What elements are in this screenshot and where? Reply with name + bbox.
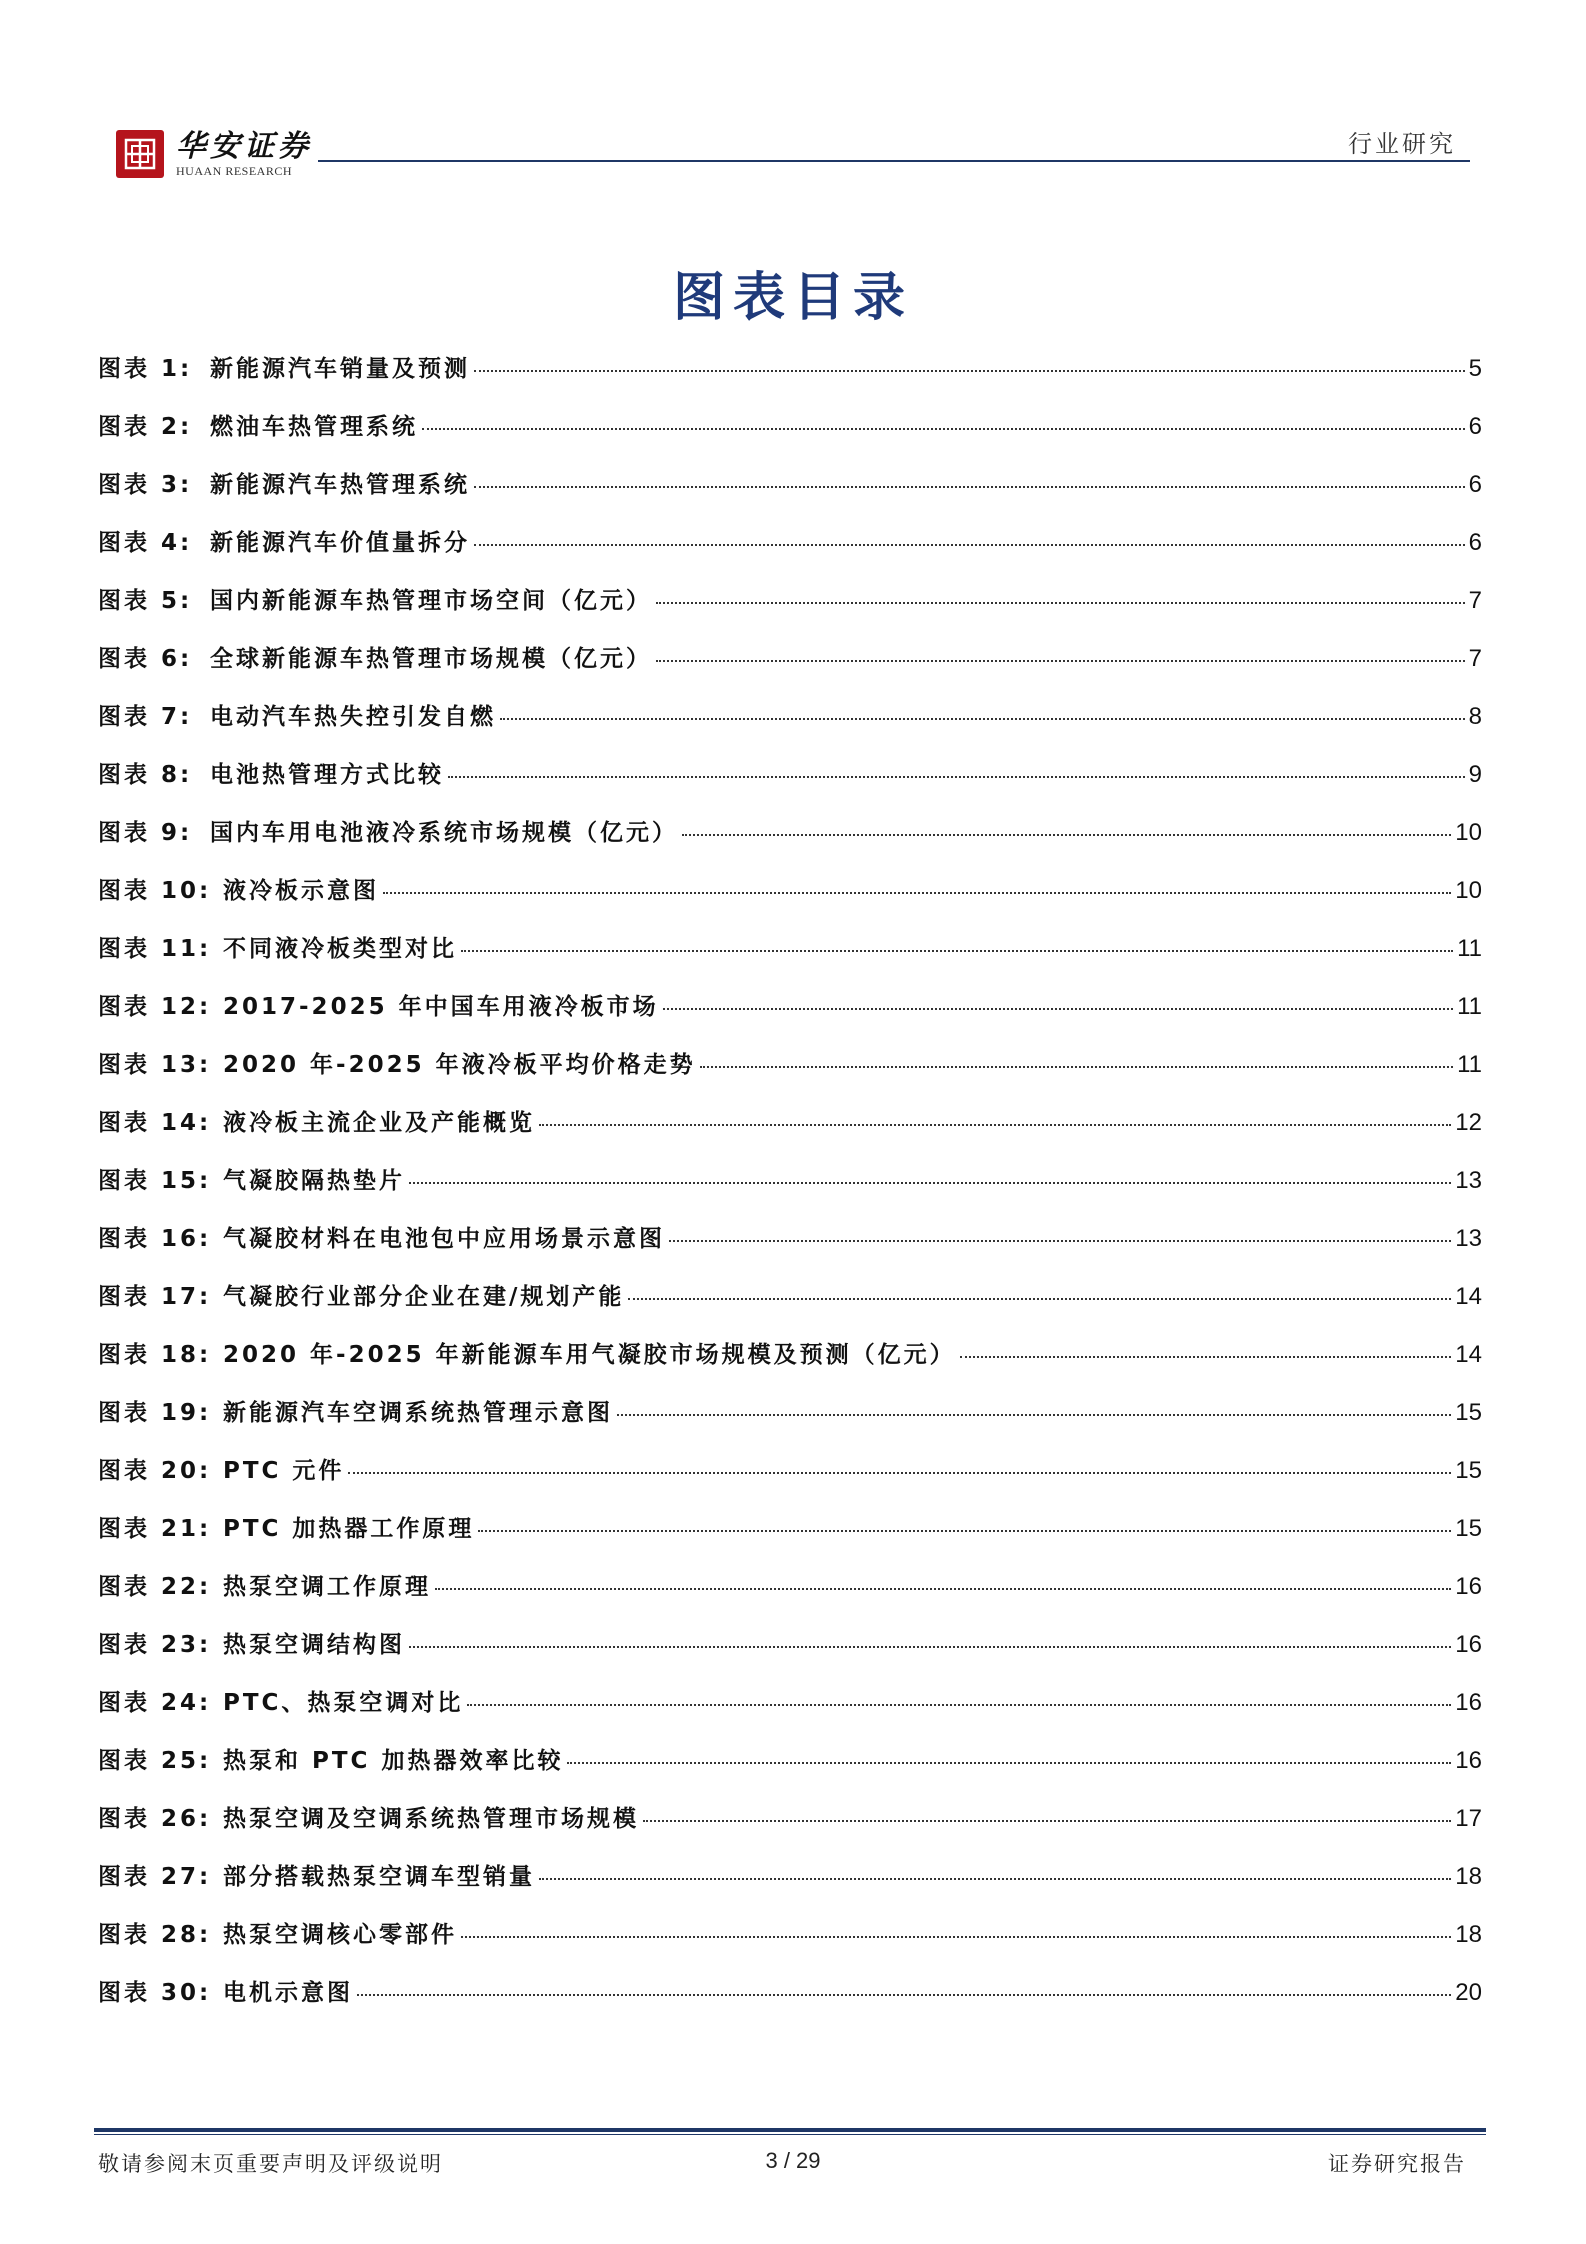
toc-entry-label: 图表 26: xyxy=(98,1806,212,1832)
toc-leader-dots xyxy=(478,1530,1451,1532)
toc-entry-label: 图表 28: xyxy=(98,1922,212,1948)
toc-entry-label: 图表 25: xyxy=(98,1748,212,1774)
toc-entry-label: 图表 14: xyxy=(98,1110,212,1136)
toc-entry-page: 13 xyxy=(1455,1167,1482,1194)
logo-name-cn: 华安证券 xyxy=(176,129,312,164)
toc-entry-title: PTC 加热器工作原理 xyxy=(223,1516,475,1542)
toc-entry[interactable] xyxy=(98,1800,1482,1858)
toc-entry-label: 图表 13: xyxy=(98,1052,212,1078)
toc-entry-title: 热泵空调结构图 xyxy=(223,1632,405,1658)
toc-entry[interactable] xyxy=(98,350,1482,408)
toc-entry-title: 国内新能源车热管理市场空间（亿元） xyxy=(210,588,652,614)
toc-entry-page: 16 xyxy=(1455,1689,1482,1716)
toc-entry-title: 热泵空调及空调系统热管理市场规模 xyxy=(223,1806,639,1832)
toc-entry-page: 15 xyxy=(1455,1457,1482,1484)
page-title: 图表目录 xyxy=(672,268,913,328)
toc-entry[interactable] xyxy=(98,756,1482,814)
logo-name-en: HUAAN RESEARCH xyxy=(176,164,293,178)
toc-entry-page: 11 xyxy=(1457,1051,1482,1078)
toc-entry-title: PTC 元件 xyxy=(223,1458,345,1484)
toc-leader-dots xyxy=(348,1472,1451,1474)
toc-leader-dots xyxy=(960,1356,1452,1358)
footer-disclaimer: 敬请参阅末页重要声明及评级说明 xyxy=(98,2152,443,2176)
toc-entry-page: 15 xyxy=(1455,1399,1482,1426)
toc-entry-title: 气凝胶材料在电池包中应用场景示意图 xyxy=(223,1226,665,1252)
toc-entry-label: 图表 8: xyxy=(98,762,193,788)
toc-entry[interactable] xyxy=(98,872,1482,930)
toc-entry-page: 13 xyxy=(1455,1225,1482,1252)
toc-entry-title: 热泵空调工作原理 xyxy=(223,1574,431,1600)
toc-entry-label: 图表 2: xyxy=(98,414,193,440)
toc-entry[interactable] xyxy=(98,582,1482,640)
toc-entry-label: 图表 15: xyxy=(98,1168,212,1194)
toc-entry-page: 17 xyxy=(1455,1805,1482,1832)
toc-entry[interactable] xyxy=(98,1974,1482,2032)
company-logo xyxy=(116,130,312,178)
logo-seal-icon xyxy=(116,130,164,178)
toc-leader-dots xyxy=(682,834,1451,836)
toc-entry-page: 16 xyxy=(1455,1747,1482,1774)
toc-entry-title: 电机示意图 xyxy=(223,1980,353,2006)
toc-entry[interactable] xyxy=(98,408,1482,466)
toc-entry-label: 图表 12: xyxy=(98,994,212,1020)
toc-entry-page: 6 xyxy=(1468,413,1482,440)
toc-entry-page: 18 xyxy=(1455,1863,1482,1890)
toc-entry-page: 7 xyxy=(1468,587,1482,614)
toc-entry-title: 燃油车热管理系统 xyxy=(210,414,418,440)
toc-entry-title: 新能源汽车销量及预测 xyxy=(210,356,470,382)
toc-entry-page: 16 xyxy=(1455,1631,1482,1658)
page-number: 3 / 29 xyxy=(765,2148,821,2173)
toc-entry-label: 图表 18: xyxy=(98,1342,212,1368)
toc-leader-dots xyxy=(461,1936,1451,1938)
toc-entry-title: 全球新能源车热管理市场规模（亿元） xyxy=(210,646,652,672)
toc-leader-dots xyxy=(663,1008,1453,1010)
toc-entry-label: 图表 19: xyxy=(98,1400,212,1426)
toc-leader-dots xyxy=(435,1588,1451,1590)
toc-entry-title: 新能源汽车空调系统热管理示意图 xyxy=(223,1400,613,1426)
toc-entry-label: 图表 9: xyxy=(98,820,193,846)
toc-entry[interactable] xyxy=(98,1510,1482,1568)
footer-divider-thin xyxy=(94,2134,1486,2135)
toc-entry[interactable] xyxy=(98,1104,1482,1162)
toc-leader-dots xyxy=(617,1414,1451,1416)
toc-entry-title: 2020 年-2025 年新能源车用气凝胶市场规模及预测（亿元） xyxy=(223,1342,956,1368)
toc-entry-title: 2020 年-2025 年液冷板平均价格走势 xyxy=(223,1052,696,1078)
toc-entry-label: 图表 1: xyxy=(98,356,193,382)
toc-entry-page: 9 xyxy=(1468,761,1482,788)
table-of-figures xyxy=(98,350,1482,2032)
toc-leader-dots xyxy=(409,1182,1451,1184)
toc-entry-label: 图表 30: xyxy=(98,1980,212,2006)
toc-entry-label: 图表 3: xyxy=(98,472,193,498)
toc-entry[interactable] xyxy=(98,988,1482,1046)
toc-entry-label: 图表 22: xyxy=(98,1574,212,1600)
toc-entry[interactable] xyxy=(98,930,1482,988)
page-header xyxy=(0,0,1586,200)
toc-entry-page: 5 xyxy=(1468,355,1482,382)
toc-entry-page: 15 xyxy=(1455,1515,1482,1542)
report-type: 证券研究报告 xyxy=(1328,2152,1466,2176)
toc-entry[interactable] xyxy=(98,1220,1482,1278)
toc-entry-label: 图表 10: xyxy=(98,878,212,904)
toc-entry-page: 11 xyxy=(1457,935,1482,962)
toc-leader-dots xyxy=(656,602,1465,604)
toc-entry[interactable] xyxy=(98,1278,1482,1336)
toc-leader-dots xyxy=(669,1240,1451,1242)
toc-leader-dots xyxy=(539,1124,1451,1126)
toc-entry-page: 11 xyxy=(1457,993,1482,1020)
toc-entry-title: 不同液冷板类型对比 xyxy=(223,936,457,962)
toc-leader-dots xyxy=(467,1704,1451,1706)
toc-entry-title: 新能源汽车价值量拆分 xyxy=(210,530,470,556)
toc-entry-page: 10 xyxy=(1455,877,1482,904)
toc-leader-dots xyxy=(539,1878,1451,1880)
toc-entry[interactable] xyxy=(98,1626,1482,1684)
toc-entry-title: 部分搭载热泵空调车型销量 xyxy=(223,1864,535,1890)
toc-entry-label: 图表 4: xyxy=(98,530,193,556)
report-category: 行业研究 xyxy=(1348,130,1456,158)
toc-entry-label: 图表 21: xyxy=(98,1516,212,1542)
toc-entry[interactable] xyxy=(98,524,1482,582)
toc-entry-page: 10 xyxy=(1455,819,1482,846)
toc-entry-page: 7 xyxy=(1468,645,1482,672)
toc-entry-title: PTC、热泵空调对比 xyxy=(223,1690,464,1716)
toc-entry[interactable] xyxy=(98,1336,1482,1394)
toc-entry-page: 12 xyxy=(1455,1109,1482,1136)
toc-entry-title: 新能源汽车热管理系统 xyxy=(210,472,470,498)
toc-entry[interactable] xyxy=(98,1452,1482,1510)
toc-leader-dots xyxy=(474,370,1465,372)
toc-entry-title: 热泵和 PTC 加热器效率比较 xyxy=(223,1748,564,1774)
toc-entry[interactable] xyxy=(98,1046,1482,1104)
toc-leader-dots xyxy=(474,544,1465,546)
toc-leader-dots xyxy=(409,1646,1451,1648)
toc-entry-page: 6 xyxy=(1468,529,1482,556)
toc-entry[interactable] xyxy=(98,1916,1482,1974)
toc-entry-title: 国内车用电池液冷系统市场规模（亿元） xyxy=(210,820,678,846)
toc-entry[interactable] xyxy=(98,1858,1482,1916)
toc-entry-title: 液冷板主流企业及产能概览 xyxy=(223,1110,535,1136)
toc-entry-page: 18 xyxy=(1455,1921,1482,1948)
toc-entry-title: 2017-2025 年中国车用液冷板市场 xyxy=(223,994,659,1020)
toc-leader-dots xyxy=(422,428,1465,430)
toc-entry-label: 图表 20: xyxy=(98,1458,212,1484)
toc-entry-page: 16 xyxy=(1455,1573,1482,1600)
toc-entry[interactable] xyxy=(98,1742,1482,1800)
toc-entry-label: 图表 17: xyxy=(98,1284,212,1310)
toc-leader-dots xyxy=(474,486,1465,488)
toc-entry[interactable] xyxy=(98,466,1482,524)
toc-entry-title: 电动汽车热失控引发自燃 xyxy=(210,704,496,730)
toc-entry[interactable] xyxy=(98,698,1482,756)
toc-leader-dots xyxy=(357,1994,1451,1996)
toc-entry-label: 图表 27: xyxy=(98,1864,212,1890)
toc-entry-title: 热泵空调核心零部件 xyxy=(223,1922,457,1948)
toc-entry-title: 电池热管理方式比较 xyxy=(210,762,444,788)
toc-entry-page: 20 xyxy=(1455,1979,1482,2006)
toc-leader-dots xyxy=(500,718,1465,720)
toc-entry-label: 图表 24: xyxy=(98,1690,212,1716)
toc-entry-title: 液冷板示意图 xyxy=(223,878,379,904)
toc-entry-page: 8 xyxy=(1468,703,1482,730)
toc-entry[interactable] xyxy=(98,814,1482,872)
toc-leader-dots xyxy=(628,1298,1451,1300)
toc-entry-label: 图表 16: xyxy=(98,1226,212,1252)
toc-entry-label: 图表 5: xyxy=(98,588,193,614)
toc-entry-label: 图表 6: xyxy=(98,646,193,672)
toc-entry-page: 14 xyxy=(1455,1283,1482,1310)
toc-entry[interactable] xyxy=(98,1162,1482,1220)
toc-leader-dots xyxy=(461,950,1453,952)
toc-leader-dots xyxy=(567,1762,1451,1764)
toc-entry-title: 气凝胶行业部分企业在建/规划产能 xyxy=(223,1284,625,1310)
toc-entry-page: 14 xyxy=(1455,1341,1482,1368)
header-divider xyxy=(318,160,1470,162)
toc-leader-dots xyxy=(383,892,1451,894)
toc-entry[interactable] xyxy=(98,1394,1482,1452)
toc-leader-dots xyxy=(656,660,1465,662)
toc-entry[interactable] xyxy=(98,640,1482,698)
toc-entry[interactable] xyxy=(98,1568,1482,1626)
toc-entry[interactable] xyxy=(98,1684,1482,1742)
toc-entry-label: 图表 11: xyxy=(98,936,212,962)
toc-entry-page: 6 xyxy=(1468,471,1482,498)
toc-entry-label: 图表 23: xyxy=(98,1632,212,1658)
toc-leader-dots xyxy=(700,1066,1453,1068)
toc-leader-dots xyxy=(643,1820,1451,1822)
toc-entry-title: 气凝胶隔热垫片 xyxy=(223,1168,405,1194)
toc-leader-dots xyxy=(448,776,1465,778)
toc-entry-label: 图表 7: xyxy=(98,704,193,730)
footer-divider xyxy=(94,2128,1486,2132)
